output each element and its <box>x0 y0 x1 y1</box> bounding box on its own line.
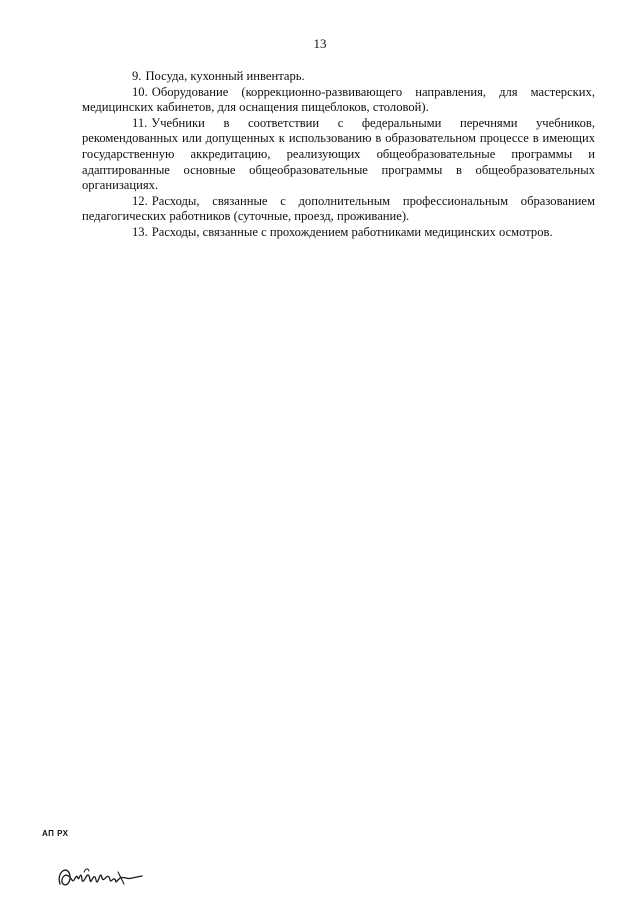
item-text: Посуда, кухонный инвентарь. <box>145 69 305 83</box>
item-number: 12. <box>132 193 148 208</box>
list-item <box>82 194 595 225</box>
document-body <box>82 69 595 241</box>
item-text: Учебники в соответствии с федеральными перечнями учебников, рекомендованных или допущенных к использованию в образовательном процессе в имеющих государственную аккредитацию, реализующих общеобразовательные программы и адаптированные основные общеобразовательные программы в общеобразовательных организациях. <box>82 115 595 193</box>
page-number: 13 <box>313 36 327 51</box>
item-text: Оборудование (коррекционно-развивающего направления, для мастерских, медицинских кабинетов, для оснащения пищеблоков, столовой). <box>82 84 595 115</box>
item-number: 13. <box>132 224 148 239</box>
signature-icon <box>54 858 154 894</box>
list-item <box>82 116 595 194</box>
item-number: 11. <box>132 115 148 130</box>
item-number: 10. <box>132 84 148 99</box>
item-text: Расходы, связанные с дополнительным профессиональным образованием педагогических работников (суточные, проезд, проживание). <box>82 193 595 224</box>
item-number: 9. <box>132 69 142 83</box>
list-item <box>82 225 595 241</box>
stamp-label: АП РХ <box>42 829 69 838</box>
list-item <box>82 69 595 85</box>
item-text: Расходы, связанные с прохождением работниками медицинских осмотров. <box>151 224 553 239</box>
list-item <box>82 85 595 116</box>
